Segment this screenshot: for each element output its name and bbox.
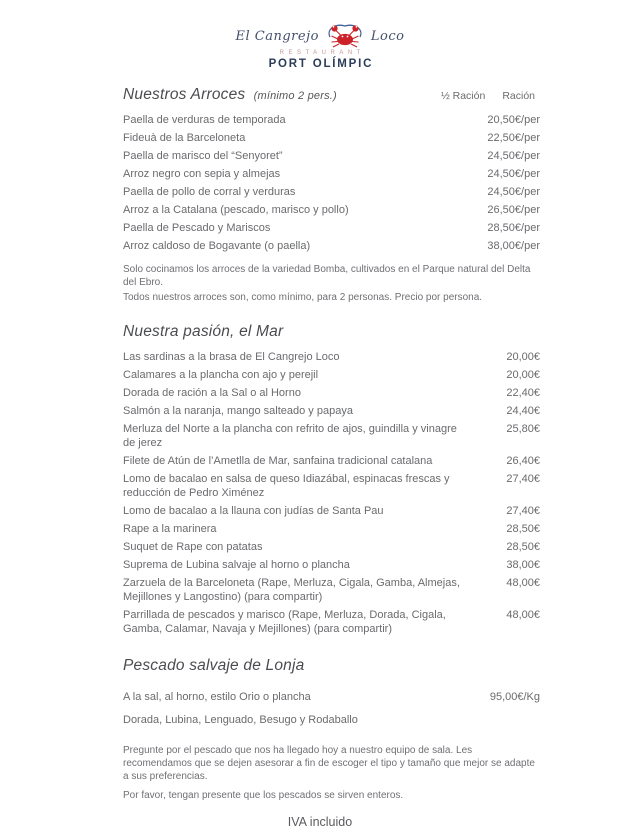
menu-section [123,657,540,802]
restaurant-logo [0,22,640,70]
menu-item-row [123,165,540,183]
item-list [123,348,540,638]
column-racion: Ración [502,90,535,102]
item-price: 38,00€/per [487,240,540,252]
item-price: 38,00€ [506,559,540,571]
section-title: Pescado salvaje de Lonja [123,657,305,674]
item-price: 28,50€ [506,541,540,553]
item-name: Dorada de ración a la Sal o al Horno [123,387,301,399]
section-note: Por favor, tengan presente que los pescados se sirven enteros. [123,790,404,801]
item-name: Calamares a la plancha con ajo y perejil [123,369,319,381]
menu-item-row [123,402,540,420]
menu-item-row [123,348,540,366]
item-price: 24,50€/per [487,150,540,162]
section-notes [123,263,540,304]
column-headers [441,90,540,102]
menu-item-row [123,201,540,219]
menu-item-row [123,538,540,556]
item-price: 28,50€ [506,523,540,535]
menu-section [123,323,540,638]
item-name: A la sal, al horno, estilo Orio o plancha [123,690,311,703]
menu-item-row [123,574,540,606]
menu-item-row [123,237,540,255]
menu-item-row [123,366,540,384]
item-name: Las sardinas a la brasa de El Cangrejo Loco [123,351,340,363]
tax-note: IVA incluido [287,815,353,829]
logo-name-row [0,22,640,50]
section-header-title [123,657,304,675]
menu-sections [123,86,540,802]
item-name: Suprema de Lubina salvaje al horno o plancha [123,559,350,571]
menu-item-row [123,452,540,470]
section-note: Todos nuestros arroces son, como mínimo, para 2 personas. Precio por persona. [123,292,483,303]
item-price: 48,00€ [506,609,540,621]
item-price: 26,50€/per [487,204,540,216]
menu-item-row [123,219,540,237]
item-price: 20,00€ [506,351,540,363]
item-list [123,111,540,255]
section-header-title [123,323,283,341]
logo-restaurant-label: RESTAURANT [279,50,365,56]
item-name: Lomo de bacalao en salsa de queso Idiazábal, espinacas frescas y reducción de Pedro Ximénez [123,473,450,499]
section-title: Nuestros Arroces [123,86,246,103]
item-price: 28,50€/per [487,222,540,234]
crab-icon [326,22,364,50]
item-name: Salmón a la naranja, mango salteado y papaya [123,405,353,417]
section-header [123,86,540,104]
section-header [123,323,540,341]
item-name: Arroz negro con sepia y almejas [123,168,281,180]
column-half-racion: ½ Ración [440,90,486,102]
menu-item-row [123,708,540,731]
item-name: Paella de marisco del “Senyoret” [123,150,283,162]
section-title-suffix: (mínimo 2 pers.) [250,90,337,102]
item-price: 95,00€/Kg [489,690,540,703]
menu-section [123,86,540,304]
item-price: 25,80€ [506,423,540,435]
menu-item-row [123,111,540,129]
section-title: Nuestra pasión, el Mar [123,323,284,340]
menu-item-row [123,384,540,402]
item-price: 24,50€/per [487,168,540,180]
menu-item-row [123,470,540,502]
item-price: 20,00€ [506,369,540,381]
menu-item-row [123,147,540,165]
item-name: Fideuà de la Barceloneta [123,132,246,144]
section-note: Solo cocinamos los arroces de la variedad Bomba, cultivados en el Parque natural del Delta del Ebro. [123,264,531,288]
item-name: Paella de Pescado y Mariscos [123,222,271,234]
item-name: Rape a la marinera [123,523,217,535]
menu-item-row [123,556,540,574]
item-price: 24,40€ [506,405,540,417]
menu-item-row [123,502,540,520]
item-list [123,685,540,731]
item-name: Parrillada de pescados y marisco (Rape, Merluza, Dorada, Cigala, Gamba, Calamar, Navaja y Mejillones) (para compartir) [123,609,446,635]
menu-item-row [123,685,540,708]
item-price: 26,40€ [506,455,540,467]
menu-item-row [123,420,540,452]
menu-item-row [123,520,540,538]
menu-item-row [123,129,540,147]
section-header-title [123,86,337,104]
logo-location: PORT OLÍMPIC [268,58,374,70]
item-price: 48,00€ [506,577,540,589]
logo-name-left: El Cangrejo [235,28,319,44]
item-name: Suquet de Rape con patatas [123,541,263,553]
item-price: 22,40€ [506,387,540,399]
section-notes [123,744,540,802]
item-name: Zarzuela de la Barceloneta (Rape, Merluza, Cigala, Gamba, Almejas, Mejillones y Langostino) (para compartir) [123,577,460,603]
item-name: Merluza del Norte a la plancha con refrito de ajos, guindilla y vinagre de jerez [123,423,457,449]
item-price: 20,50€/per [487,114,540,126]
item-name: Paella de verduras de temporada [123,114,286,126]
item-name: Filete de Atún de l’Ametlla de Mar, sanfaina tradicional catalana [123,455,433,467]
section-note: Pregunte por el pescado que nos ha llegado hoy a nuestro equipo de sala. Les recomendamos que se dejen asesorar a fin de escoger el tipo y tamaño que mejor se adapte a sus preferencias. [123,745,535,782]
section-header [123,657,540,675]
item-name: Dorada, Lubina, Lenguado, Besugo y Rodaballo [123,713,358,726]
item-price: 24,50€/per [487,186,540,198]
logo-name-right: Loco [370,28,405,44]
menu-item-row [123,183,540,201]
item-price: 27,40€ [506,473,540,485]
item-name: Arroz a la Catalana (pescado, marisco y pollo) [123,204,349,216]
item-price: 22,50€/per [487,132,540,144]
item-name: Lomo de bacalao a la llauna con judías de Santa Pau [123,505,384,517]
item-name: Arroz caldoso de Bogavante (o paella) [123,240,311,252]
menu-item-row [123,606,540,638]
item-name: Paella de pollo de corral y verduras [123,186,296,198]
item-price: 27,40€ [506,505,540,517]
